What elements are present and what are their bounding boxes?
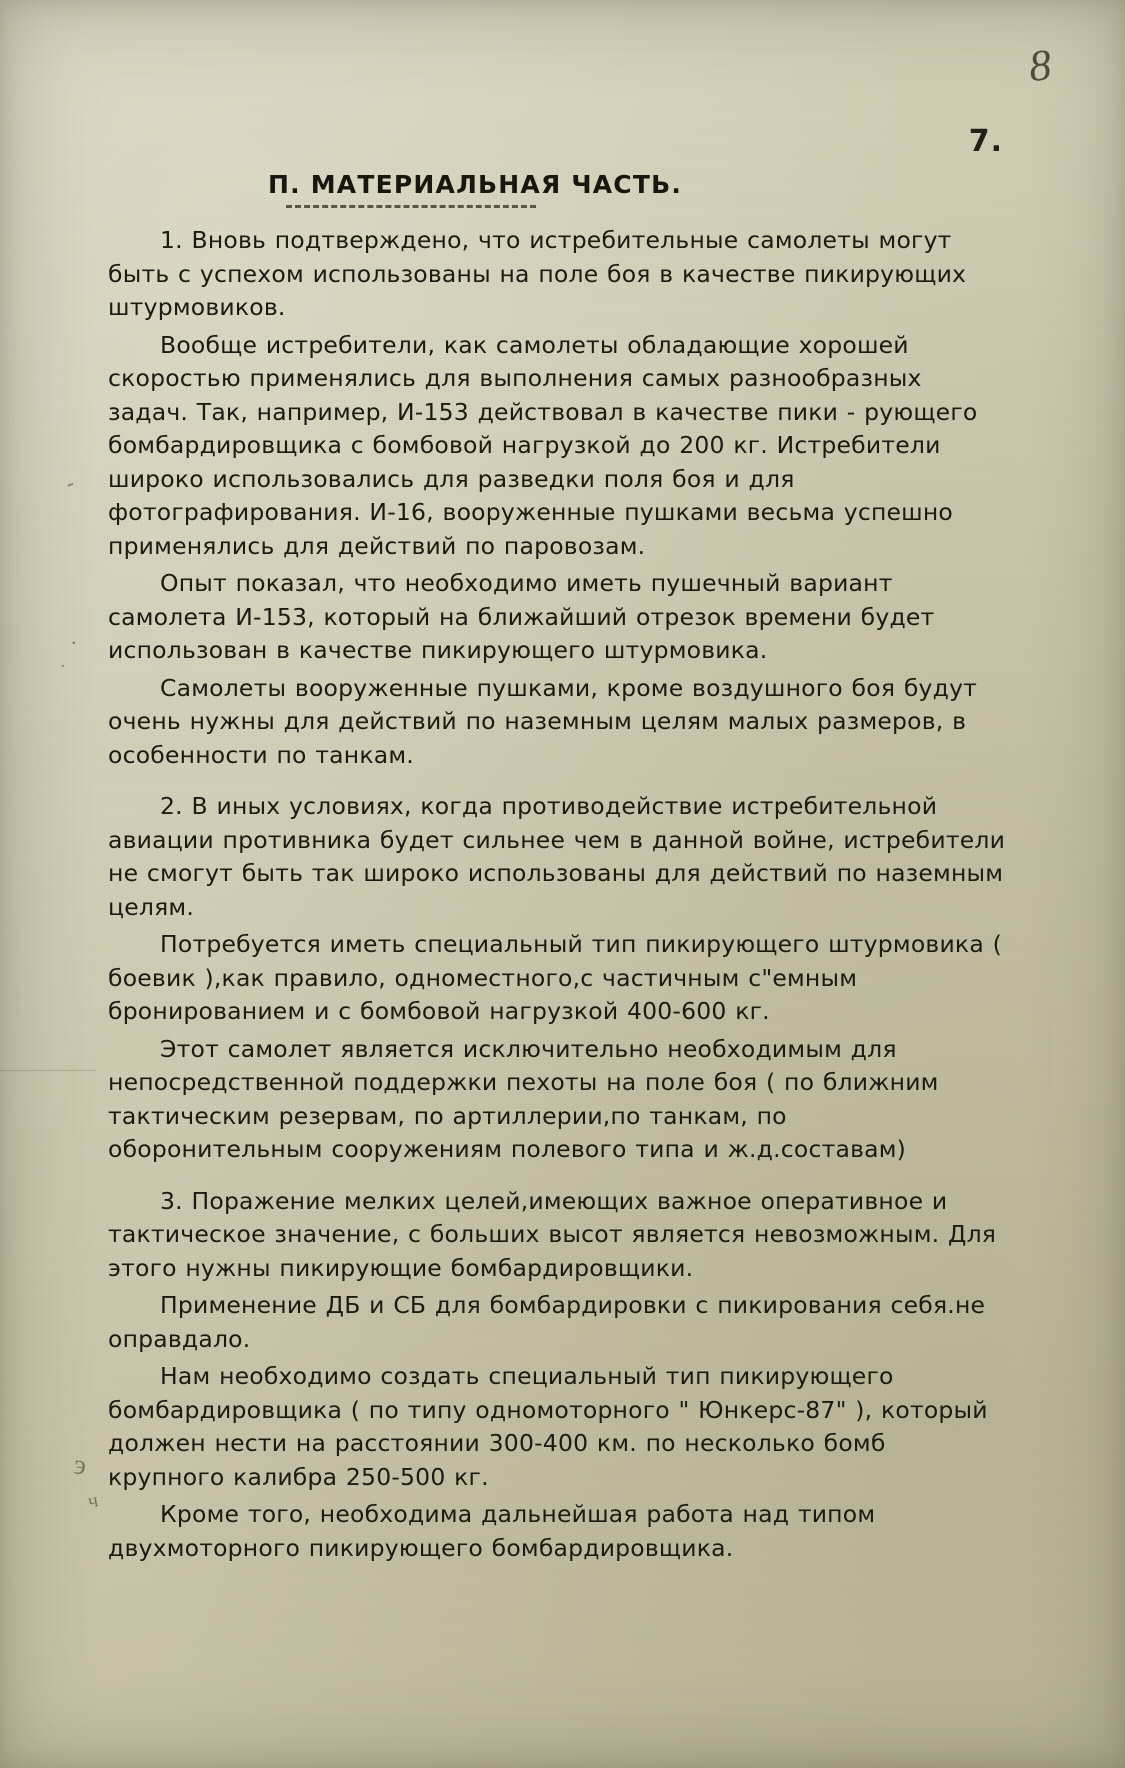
paragraph: Применение ДБ и СБ для бомбардировки с пикирования себя.не оправдало. — [108, 1291, 994, 1353]
margin-mark-5: ч — [85, 1489, 101, 1513]
paragraph: Кроме того, необходима дальнейшая работа над типом двухмоторного пикирующего бомбардировщика. — [108, 1500, 884, 1562]
paragraph: Вообще истребители, как самолеты обладающие хорошей скоростью применялись для выполнения самых разнообразных задач. Так, например, И-153 действовал в качестве пики - рующего бомбардировщика с бомбовой нагрузкой до 200 кг. Истребители широко использовались для разведки поля боя и для фотографирования. И-16, вооруженные пушками весьма успешно применялись для действий по паровозам. — [108, 330, 987, 560]
paragraph: 1. Вновь подтверждено, что истребительные самолеты могут быть с успехом использованы на поле боя в качестве пикирующих штурмовиков. — [108, 226, 975, 321]
margin-mark-4: э — [71, 1449, 89, 1482]
paragraph: 2. В иных условиях, когда противодействие истребительной авиации противника будет сильнее чем в данной войне, истребители не смогут быть так широко использованы для действий по наземным целям. — [108, 792, 1014, 921]
paragraph: Нам необходимо создать специальный тип пикирующего бомбардировщика ( по типу одномоторного " Юнкерс-87" ), который должен нести на расстоянии 300-400 км. по несколько бомб крупного калибра 250-500 кг. — [108, 1362, 997, 1491]
page-title: П. МАТЕРИАЛЬНАЯ ЧАСТЬ. — [268, 170, 683, 199]
margin-mark-1: - — [61, 469, 78, 496]
title-underline-divider — [286, 205, 536, 208]
paper-fold-line — [0, 1070, 96, 1071]
paragraph: Этот самолет является исключительно необходимым для непосредственной поддержки пехоты на поле боя ( по ближним тактическим резервам, по артиллерии,по танкам, по оборонительным сооружениям полевого типа и ж.д.составам) — [108, 1034, 948, 1163]
margin-mark-3: · — [58, 655, 68, 677]
margin-annotations — [52, 469, 101, 1570]
paragraph: 3. Поражение мелких целей,имеющих важное оперативное и тактическое значение, с больших высот является невозможным. Для этого нужны пикирующие бомбардировщики. — [108, 1186, 1005, 1282]
section-title-wrap — [268, 170, 1008, 199]
document-text-body — [108, 170, 1014, 1565]
page-number: 7. — [968, 124, 1003, 159]
paragraph: Опыт показал, что необходимо иметь пушечный вариант самолета И-153, который на ближайший отрезок времени будет использован в качестве пикирующего штурмовика. — [108, 569, 944, 664]
margin-mark-2: · — [67, 629, 81, 656]
archive-folio-number: 8 — [1026, 39, 1054, 92]
paragraph: Самолеты вооруженные пушками, кроме воздушного боя будут очень нужны для действий по наземным целям малых размеров, в особенности по танкам. — [108, 673, 986, 769]
paragraph: Потребуется иметь специальный тип пикирующего штурмовика ( боевик ),как правило, одноместного,с частичным с"емным бронированием и с бомбовой нагрузкой 400-600 кг. — [108, 930, 1011, 1025]
